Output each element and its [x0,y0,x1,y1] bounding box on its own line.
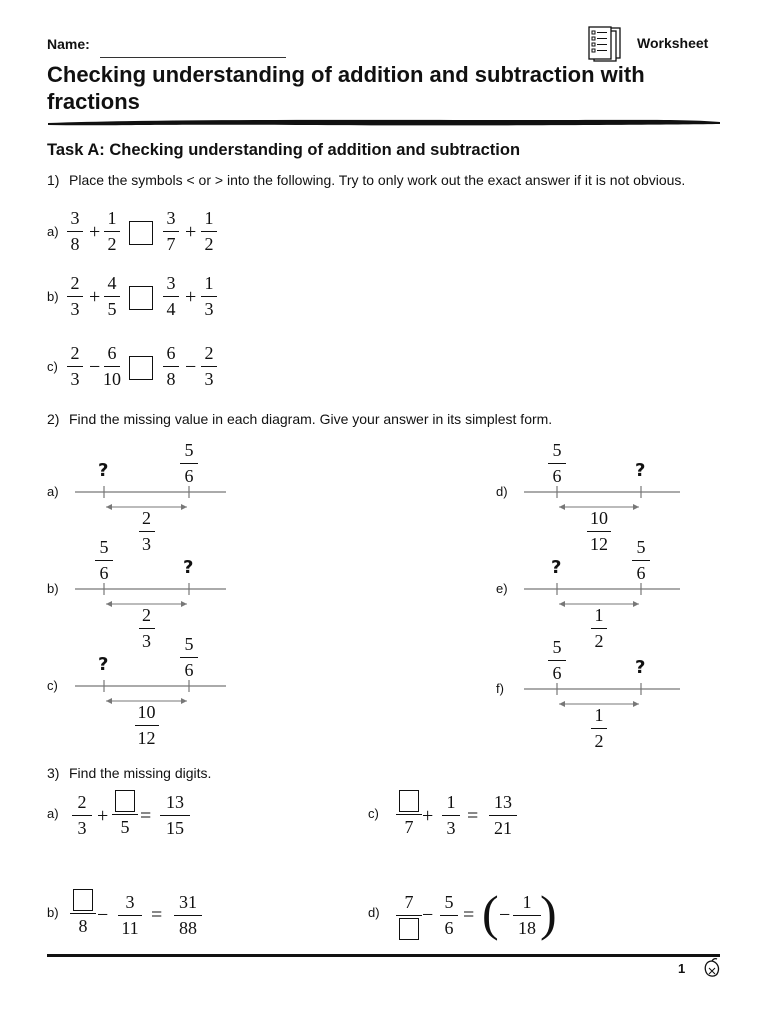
q3d-fraction-1 [396,892,422,940]
q2b-top-fraction-den: 6 [99,563,109,583]
q1c-answer-box[interactable] [129,356,153,380]
q3b-f2-num: 3 [125,892,135,912]
q2e-arrowhead-left [559,601,565,607]
q1b-right-fraction-1-den: 4 [166,299,176,319]
q1b-right-fraction-2-den: 3 [204,299,214,319]
q3c-fraction-1 [396,790,422,838]
q1c-left-fraction-2 [104,343,120,390]
q2d-gap-fraction-num: 10 [590,508,608,528]
q1b-right-fraction-2-num: 1 [204,273,214,293]
q3d-label: d) [368,905,380,920]
q2a-gap-fraction-den: 3 [142,534,151,554]
q2a-top-fraction-den: 6 [184,466,194,486]
q2a-unknown: ? [98,460,109,481]
q2d-arrowhead-left [559,504,565,510]
q2e-label: e) [496,581,508,596]
q2e-number-line [0,579,768,639]
q2c-unknown: ? [98,654,109,675]
q3b-result-den: 88 [179,918,197,938]
q3c-result-den: 21 [494,818,512,838]
q1a-answer-box[interactable] [129,221,153,245]
q1-text: Place the symbols < or > into the following. Try to only work out the exact answer if it is not obvious. [69,172,686,188]
q2c-top-fraction [180,634,198,681]
q2a-gap-fraction-num: 2 [142,508,151,528]
q3a-equals: = [140,805,152,827]
q1a-right-fraction-2-num: 1 [204,208,214,228]
worksheet-label: Worksheet [637,35,709,51]
q3-number: 3) [47,765,60,781]
q1a-left-fraction-2 [104,208,120,255]
q2c-gap-fraction-num: 10 [137,702,156,722]
q1b-left-fraction-2 [104,273,120,320]
q1c-left-fraction-1-num: 2 [70,343,80,363]
q2a-label: a) [47,484,59,499]
q1b-right-fraction-1 [163,273,179,320]
q2a-top-fraction [180,440,198,487]
q2e-top-fraction-num: 5 [636,537,646,557]
q2d-top-fraction-den: 6 [552,466,562,486]
q2e-gap-fraction-num: 1 [594,605,604,625]
q1b-left-fraction-2-den: 5 [107,299,117,319]
q2f-top-fraction-num: 5 [552,637,562,657]
q2-number: 2) [47,411,60,427]
q2b-gap-fraction-den: 3 [142,631,151,651]
q3a-f2-den: 5 [120,817,130,837]
q1a-left-fraction-2-den: 2 [107,234,117,254]
q3b-operator: − [97,904,109,926]
q3a-missing-numerator[interactable] [115,790,135,812]
q3d-f2-den: 6 [444,918,454,938]
q2f-arrowhead-left [559,701,565,707]
q2f-top-fraction [548,637,566,684]
q2d-gap-fraction [587,508,611,555]
q3b-fraction-1 [70,889,96,937]
q3b-label: b) [47,905,59,920]
q1a-right-fraction-2-den: 2 [204,234,214,254]
q3a-f1-num: 2 [77,792,87,812]
q1c-label: c) [47,359,58,374]
q1a-right-fraction-2 [201,208,217,255]
q2e-unknown: ? [551,557,562,578]
q1c-right-operator: − [185,356,197,378]
logo-icon [700,957,724,981]
q1c-right-fraction-2-num: 2 [204,343,214,363]
q1b-left-fraction-1-num: 2 [70,273,80,293]
q2f-unknown: ? [635,657,646,678]
q1a-left-fraction-1 [67,208,83,255]
q2d-unknown: ? [635,460,646,481]
q3d-equals: = [463,904,475,926]
q2e-top-fraction-den: 6 [636,563,646,583]
q3a-label: a) [47,806,59,821]
q2e-gap-fraction-den: 2 [594,631,604,651]
q3b-fraction-2 [118,892,142,939]
q3c-fraction-2 [442,792,460,839]
q2e-gap-fraction [591,605,607,652]
q3c-missing-numerator[interactable] [399,790,419,812]
q3c-label: c) [368,806,379,821]
q2d-top-fraction [548,440,566,487]
q3a-result-den: 15 [166,818,184,838]
q1-number: 1) [47,172,60,188]
q2b-gap-fraction-num: 2 [142,605,151,625]
q1b-left-fraction-1-den: 3 [70,299,80,319]
q2d-label: d) [496,484,508,499]
q3b-f2-den: 11 [121,918,139,938]
q1b-right-fraction-1-num: 3 [166,273,176,293]
q2f-label: f) [496,681,504,696]
q3a-operator: + [97,805,109,827]
q1a-right-fraction-1-den: 7 [166,234,176,254]
q2c-gap-fraction-den: 12 [137,728,156,748]
q3b-result [174,892,202,939]
q2b-unknown: ? [183,557,194,578]
q1a-right-operator: + [185,221,197,243]
q3d-close-paren: ) [540,885,557,941]
q1c-right-fraction-1-den: 8 [166,369,176,389]
q2e-arrowhead-right [633,601,639,607]
q1c-left-operator: − [89,356,101,378]
q1c-left-fraction-2-num: 6 [107,343,117,363]
q2f-number-line [0,679,768,739]
q3c-f1-den: 7 [404,817,414,837]
worksheet-icon [587,25,627,65]
page-title: Checking understanding of addition and subtraction with fractions [47,62,645,114]
q3c-operator: + [422,805,434,827]
q1a-left-fraction-1-num: 3 [70,208,80,228]
q1b-left-fraction-1 [67,273,83,320]
q2b-label: b) [47,581,59,596]
q2d-top-fraction-num: 5 [552,440,562,460]
q1c-right-fraction-1 [163,343,179,390]
q1a-left-operator: + [89,221,101,243]
q2b-top-fraction [95,537,113,584]
q2f-arrowhead-right [633,701,639,707]
q3a-fraction-2 [112,790,138,838]
q3b-missing-numerator[interactable] [73,889,93,911]
q3d-fraction-2 [440,892,458,939]
q2f-gap-fraction [591,705,607,752]
q2d-gap-fraction-den: 12 [590,534,608,554]
q3-text: Find the missing digits. [69,765,212,781]
q1a-right-fraction-1 [163,208,179,255]
q3c-result [489,792,517,839]
q2d-arrowhead-right [633,504,639,510]
name-label: Name: [47,36,90,52]
q3a-fraction-1 [72,792,92,839]
q3d-result-den: 18 [518,918,536,938]
q3a-f1-den: 3 [77,818,87,838]
q3a-result [160,792,190,839]
q1b-left-fraction-2-num: 4 [107,273,117,293]
q1b-right-operator: + [185,286,197,308]
q2d-number-line [0,482,768,542]
q3d-operator: − [422,904,434,926]
q2c-label: c) [47,678,58,693]
q2e-top-fraction [632,537,650,584]
q2a-top-fraction-num: 5 [184,440,194,460]
q3c-f2-den: 3 [446,818,456,838]
q1c-right-fraction-1-num: 6 [166,343,176,363]
q1c-right-fraction-2-den: 3 [204,369,214,389]
q1a-left-fraction-2-num: 1 [107,208,117,228]
q1c-left-fraction-2-den: 10 [103,369,121,389]
q3d-result-num: 1 [522,892,532,912]
q2f-gap-fraction-num: 1 [594,705,604,725]
q3c-equals: = [467,805,479,827]
q1b-left-operator: + [89,286,101,308]
title-underline [46,117,722,127]
page-number: 1 [678,961,686,976]
q3d-result-sign: − [499,904,511,926]
task-a-title: Task A: Checking understanding of addition and subtraction [47,141,521,159]
q1b-right-fraction-2 [201,273,217,320]
q3b-equals: = [151,904,163,926]
q3c-f2-num: 1 [446,792,456,812]
q1b-label: b) [47,289,59,304]
q1c-left-fraction-1 [67,343,83,390]
q2f-top-fraction-den: 6 [552,663,562,683]
q1b-answer-box[interactable] [129,286,153,310]
q1c-left-fraction-1-den: 3 [70,369,80,389]
q1c-right-fraction-2 [201,343,217,390]
q1a-right-fraction-1-num: 3 [166,208,176,228]
q3d-open-paren: ( [482,885,499,941]
q3d-missing-denominator[interactable] [399,918,419,940]
q1a-label: a) [47,224,59,239]
q3b-result-num: 31 [179,892,197,912]
q3a-result-num: 13 [166,792,184,812]
q3d-result [513,892,541,939]
q2-text: Find the missing value in each diagram. Give your answer in its simplest form. [69,411,553,427]
q2b-top-fraction-num: 5 [99,537,109,557]
q3b-f1-den: 8 [78,916,88,936]
q2c-top-fraction-den: 6 [184,660,194,680]
q3d-f1-num: 7 [404,892,414,912]
name-field[interactable] [100,57,286,58]
q2f-gap-fraction-den: 2 [594,731,604,751]
q2c-top-fraction-num: 5 [184,634,194,654]
footer-divider [47,954,720,957]
q3c-result-num: 13 [494,792,512,812]
q3d-f2-num: 5 [444,892,454,912]
q1a-left-fraction-1-den: 8 [70,234,80,254]
